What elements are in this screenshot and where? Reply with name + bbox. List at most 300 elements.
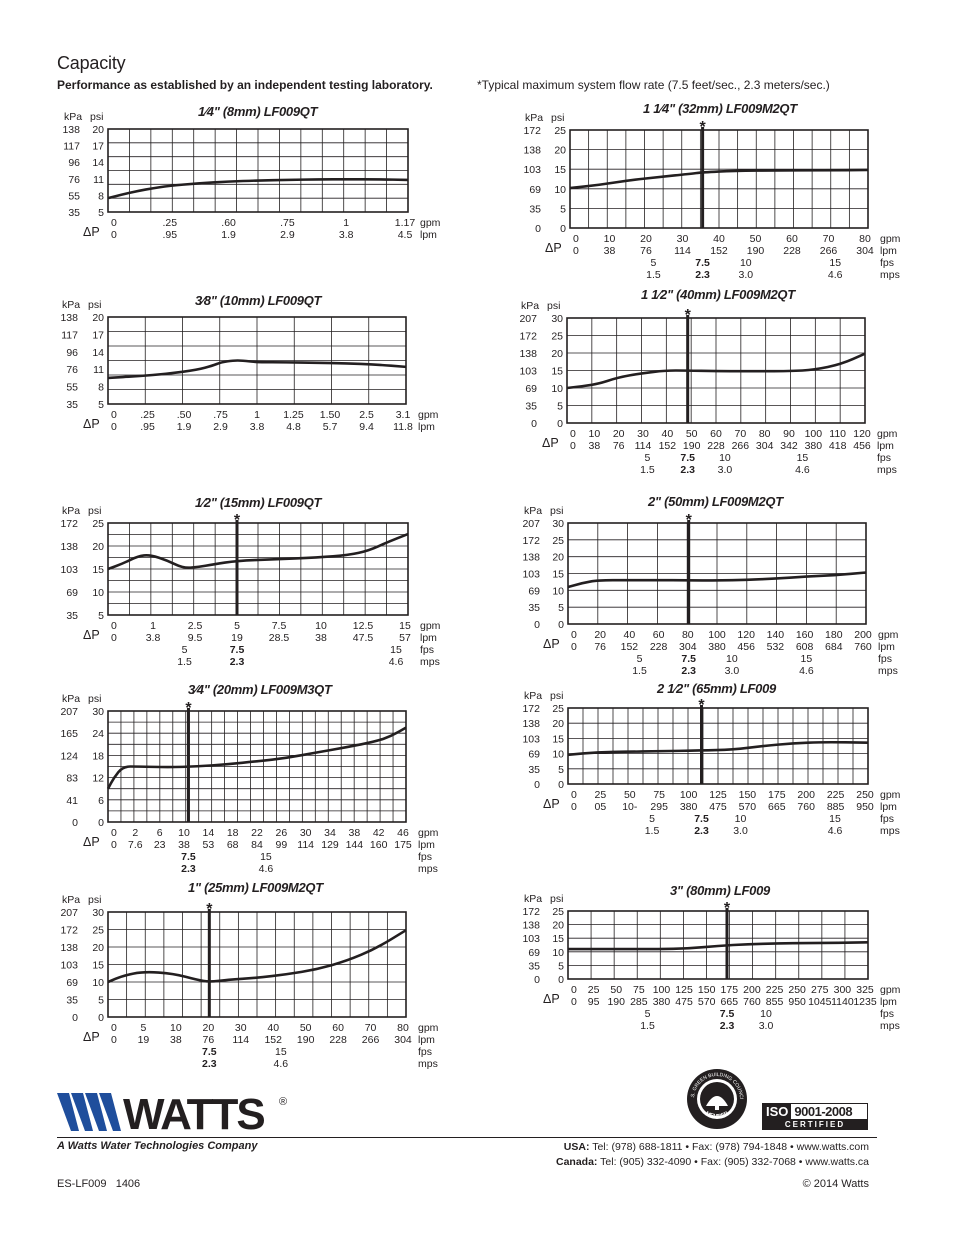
x-gpm-tick: 20 — [202, 1022, 215, 1034]
x-gpm-tick: 200 — [854, 629, 872, 641]
y-kpa-tick: 103 — [60, 959, 78, 972]
fps-tick: 5 — [650, 257, 657, 269]
y-psi-tick: 20 — [552, 718, 564, 731]
x-lpm-tick: 3.8 — [249, 421, 265, 433]
x-lpm-tick: 38 — [315, 632, 327, 644]
x-lpm-tick: 760 — [797, 801, 815, 813]
iso-number: 9001-2008 — [794, 1104, 853, 1119]
y-psi-tick: 25 — [552, 534, 564, 547]
x-gpm-tick: 1 — [150, 620, 156, 632]
x-gpm-tick: 5 — [234, 620, 240, 632]
x-lpm-tick: 4.5 — [397, 229, 413, 241]
y-psi-tick: 24 — [92, 728, 104, 741]
y-kpa-tick: 55 — [68, 190, 80, 203]
x-gpm-tick: 1.25 — [283, 409, 304, 421]
chart-svg-3 — [58, 689, 446, 892]
fps-tick: 15 — [800, 653, 813, 665]
x-lpm-tick: 76 — [612, 440, 625, 452]
x-gpm-tick: .50 — [176, 409, 192, 421]
x-lpm-tick: 570 — [738, 801, 757, 813]
mps-tick: 4.6 — [799, 665, 814, 677]
psi-unit-label: psi — [88, 894, 102, 906]
y-psi-tick: 10 — [552, 946, 564, 959]
y-psi-tick: 8 — [98, 190, 104, 203]
x-lpm-tick: 0 — [111, 421, 117, 433]
x-gpm-tick: 100 — [652, 984, 671, 996]
x-lpm-tick: 665 — [768, 801, 786, 813]
x-lpm-tick: 38 — [603, 245, 616, 257]
mps-tick: 3.0 — [758, 1020, 774, 1032]
fps-unit-label: fps — [880, 1008, 895, 1020]
y-kpa-tick: 69 — [528, 748, 540, 761]
max-flow-asterisk: * — [698, 697, 705, 714]
x-lpm-tick: 295 — [650, 801, 668, 813]
x-gpm-tick: 50 — [610, 984, 623, 996]
x-lpm-tick: 9.5 — [187, 632, 203, 644]
x-gpm-tick: 20 — [612, 428, 625, 440]
y-psi-tick: 20 — [551, 348, 563, 360]
x-gpm-tick: 38 — [348, 827, 361, 839]
y-psi-tick: 5 — [558, 960, 564, 973]
psi-unit-label: psi — [551, 112, 565, 124]
y-kpa-tick: 138 — [522, 718, 540, 731]
gpm-unit-label: gpm — [878, 629, 899, 641]
mps-tick: 4.6 — [273, 1058, 289, 1070]
y-psi-tick: 25 — [551, 330, 563, 343]
y-kpa-tick: 138 — [519, 348, 537, 360]
mps-unit-label: mps — [420, 656, 440, 668]
y-psi-tick: 5 — [98, 399, 104, 411]
x-lpm-tick: 152 — [264, 1034, 282, 1046]
x-lpm-tick: 76 — [594, 641, 607, 653]
x-lpm-tick: 475 — [675, 996, 693, 1008]
mps-tick: 3.0 — [724, 665, 740, 677]
x-gpm-tick: 1.50 — [319, 409, 341, 421]
y-kpa-tick: 35 — [525, 400, 537, 413]
x-gpm-tick: 20 — [594, 629, 607, 641]
x-lpm-tick: 99 — [275, 839, 288, 851]
mps-tick: 2.3 — [229, 656, 245, 668]
y-kpa-tick: 103 — [60, 564, 78, 576]
delta-p-label: ΔP — [545, 241, 562, 255]
x-gpm-tick: 46 — [397, 827, 409, 839]
x-gpm-tick: 150 — [697, 984, 716, 996]
chart-title-8: 2 1⁄2" (65mm) LF009 — [657, 681, 776, 696]
psi-unit-label: psi — [88, 299, 102, 311]
y-psi-tick: 20 — [92, 124, 104, 136]
x-lpm-tick: 190 — [746, 245, 765, 257]
x-gpm-tick: 175 — [768, 789, 786, 801]
x-gpm-tick: 60 — [786, 233, 798, 245]
y-kpa-tick: 207 — [60, 706, 78, 718]
fps-tick: 5 — [649, 813, 655, 825]
psi-unit-label: psi — [88, 693, 102, 705]
chart-title-9: 3" (80mm) LF009 — [670, 883, 770, 898]
kpa-unit-label: kPa — [64, 111, 83, 123]
x-lpm-tick: 0 — [571, 996, 577, 1008]
x-lpm-tick: 3.8 — [145, 632, 161, 644]
page-title: Capacity — [57, 53, 126, 73]
y-psi-tick: 14 — [92, 346, 104, 359]
watts-logo — [57, 1093, 289, 1135]
y-psi-tick: 0 — [558, 619, 564, 631]
y-kpa-tick: 103 — [519, 365, 537, 378]
mps-tick: 1.5 — [177, 656, 192, 668]
x-gpm-tick: 50 — [749, 233, 762, 245]
mps-tick: 2.3 — [694, 825, 709, 837]
y-kpa-tick: 96 — [66, 346, 78, 359]
fps-tick: 5 — [636, 653, 643, 665]
x-gpm-tick: 12.5 — [352, 620, 374, 632]
x-gpm-tick: 10 — [178, 827, 190, 839]
company-tagline: A Watts Water Technologies Company — [57, 1140, 258, 1152]
y-kpa-tick: 35 — [68, 207, 80, 219]
x-lpm-tick: 160 — [369, 839, 388, 851]
fps-tick: 10 — [734, 813, 747, 825]
x-gpm-tick: 7.5 — [271, 620, 287, 632]
x-lpm-tick: 608 — [795, 641, 814, 653]
gpm-unit-label: gpm — [420, 620, 441, 632]
x-lpm-tick: 760 — [743, 996, 761, 1008]
watts-wordmark: WATTS — [123, 1093, 264, 1135]
y-kpa-tick: 35 — [66, 399, 78, 411]
x-gpm-tick: 40 — [623, 629, 636, 641]
x-lpm-tick: 2.9 — [280, 229, 295, 241]
y-kpa-tick: 35 — [528, 602, 540, 615]
y-kpa-tick: 138 — [522, 919, 540, 932]
x-lpm-tick: 190 — [682, 440, 701, 452]
psi-unit-label: psi — [90, 111, 104, 123]
x-lpm-tick: 304 — [755, 440, 774, 452]
x-gpm-tick: 0 — [571, 629, 577, 641]
kpa-unit-label: kPa — [62, 693, 81, 705]
x-gpm-tick: 0 — [571, 789, 577, 801]
x-gpm-tick: 70 — [734, 428, 747, 440]
y-kpa-tick: 207 — [60, 907, 78, 919]
x-gpm-tick: 175 — [720, 984, 739, 996]
x-lpm-tick: .95 — [140, 421, 155, 433]
mps-tick: 1.5 — [646, 269, 661, 281]
x-gpm-tick: 60 — [332, 1022, 344, 1034]
y-psi-tick: 10 — [92, 977, 104, 989]
x-lpm-tick: 114 — [297, 839, 315, 851]
lpm-unit-label: lpm — [880, 801, 897, 813]
mps-unit-label: mps — [878, 665, 898, 677]
x-lpm-tick: 285 — [630, 996, 648, 1008]
canada-contact-text: Tel: (905) 332-4090 • Fax: (905) 332-7068 • www.watts.ca — [600, 1156, 869, 1168]
max-flow-asterisk: * — [684, 307, 691, 324]
x-gpm-tick: 60 — [652, 629, 665, 641]
x-gpm-tick: 30 — [234, 1022, 247, 1034]
x-gpm-tick: 180 — [825, 629, 843, 641]
kpa-unit-label: kPa — [62, 894, 81, 906]
max-flow-asterisk: * — [206, 901, 213, 918]
chart-title-2: 1⁄2" (15mm) LF009QT — [195, 495, 322, 510]
x-lpm-tick: 152 — [710, 245, 728, 257]
performance-note: Performance as established by an independent testing laboratory. — [57, 78, 433, 92]
x-lpm-tick: 152 — [620, 641, 639, 653]
x-lpm-tick: 114 — [232, 1034, 250, 1046]
y-kpa-tick: 0 — [531, 418, 537, 430]
kpa-unit-label: kPa — [521, 300, 540, 312]
x-lpm-tick: 228 — [707, 440, 725, 452]
lpm-unit-label: lpm — [418, 839, 435, 851]
gpm-unit-label: gpm — [880, 984, 901, 996]
y-psi-tick: 0 — [558, 974, 564, 986]
x-lpm-tick: 7.6 — [128, 839, 143, 851]
canada-label: Canada: — [556, 1156, 598, 1168]
x-lpm-tick: 4.8 — [286, 421, 301, 433]
fps-tick: 7.5 — [719, 1008, 735, 1020]
fps-unit-label: fps — [420, 644, 435, 656]
y-psi-tick: 25 — [92, 924, 104, 937]
y-kpa-tick: 165 — [60, 728, 78, 741]
x-gpm-tick: 6 — [156, 827, 163, 839]
gpm-unit-label: gpm — [880, 789, 901, 801]
delta-p-label: ΔP — [83, 835, 100, 849]
delta-p-label: ΔP — [83, 417, 100, 431]
y-psi-tick: 17 — [92, 329, 104, 342]
fps-tick: 15 — [390, 644, 402, 656]
x-gpm-tick: 25 — [594, 789, 607, 801]
y-kpa-tick: 172 — [522, 906, 540, 918]
y-kpa-tick: 172 — [522, 703, 540, 715]
y-kpa-tick: 207 — [522, 518, 540, 530]
fps-unit-label: fps — [878, 653, 893, 665]
fps-tick: 10 — [719, 452, 731, 464]
y-kpa-tick: 35 — [528, 763, 540, 776]
fps-tick: 10 — [760, 1008, 772, 1020]
delta-p-label: ΔP — [83, 628, 100, 642]
x-lpm-tick: 304 — [394, 1034, 412, 1046]
x-gpm-tick: 200 — [797, 789, 815, 801]
x-lpm-tick: 885 — [826, 801, 845, 813]
x-lpm-tick: 1045 — [808, 996, 832, 1008]
usgbc-member-text: MEMBER — [704, 1110, 730, 1120]
gpm-unit-label: gpm — [880, 233, 901, 245]
y-psi-tick: 25 — [92, 518, 104, 530]
y-psi-tick: 10 — [552, 748, 564, 761]
x-lpm-tick: 10- — [622, 801, 638, 813]
x-gpm-tick: 40 — [267, 1022, 280, 1034]
psi-unit-label: psi — [550, 690, 564, 702]
mps-tick: 1.5 — [640, 464, 655, 476]
y-kpa-tick: 0 — [72, 1012, 78, 1024]
x-gpm-tick: 34 — [324, 827, 336, 839]
mps-tick: 3.0 — [738, 269, 754, 281]
y-kpa-tick: 35 — [528, 960, 540, 973]
mps-tick: 2.3 — [202, 1058, 217, 1070]
mps-unit-label: mps — [877, 464, 897, 476]
y-kpa-tick: 76 — [66, 364, 78, 377]
y-kpa-tick: 138 — [60, 312, 78, 324]
mps-tick: 1.5 — [644, 825, 660, 837]
x-lpm-tick: 570 — [697, 996, 716, 1008]
x-gpm-tick: 70 — [822, 233, 835, 245]
y-kpa-tick: 35 — [66, 994, 78, 1007]
y-kpa-tick: 172 — [523, 125, 541, 137]
x-gpm-tick: 10 — [170, 1022, 182, 1034]
x-gpm-tick: 30 — [676, 233, 689, 245]
x-gpm-tick: 30 — [299, 827, 312, 839]
fps-tick: 5 — [644, 1008, 651, 1020]
mps-tick: 3.0 — [733, 825, 748, 837]
mps-tick: 4.6 — [388, 656, 404, 668]
psi-unit-label: psi — [550, 893, 564, 905]
iso-certified: CERTIFIED — [762, 1120, 868, 1130]
y-psi-tick: 18 — [92, 750, 104, 763]
y-kpa-tick: 83 — [66, 772, 78, 785]
x-lpm-tick: 38 — [170, 1034, 182, 1046]
psi-unit-label: psi — [88, 505, 102, 517]
y-kpa-tick: 76 — [68, 173, 80, 186]
y-psi-tick: 25 — [552, 906, 564, 918]
y-psi-tick: 30 — [92, 706, 104, 718]
y-psi-tick: 12 — [92, 772, 104, 785]
x-gpm-tick: 150 — [738, 789, 757, 801]
y-kpa-tick: 103 — [523, 164, 541, 177]
gpm-unit-label: gpm — [418, 827, 439, 839]
x-lpm-tick: 95 — [587, 996, 600, 1008]
x-lpm-tick: 380 — [708, 641, 726, 653]
y-psi-tick: 6 — [98, 794, 104, 807]
x-lpm-tick: 190 — [296, 1034, 315, 1046]
x-lpm-tick: 1.9 — [176, 421, 192, 433]
x-gpm-tick: 325 — [856, 984, 874, 996]
mps-tick: 2.3 — [681, 665, 696, 677]
x-gpm-tick: 0 — [111, 409, 117, 421]
x-gpm-tick: 0 — [111, 620, 117, 632]
x-lpm-tick: 0 — [570, 440, 576, 452]
y-kpa-tick: 69 — [66, 977, 78, 989]
y-psi-tick: 15 — [552, 733, 564, 746]
x-lpm-tick: 0 — [573, 245, 579, 257]
x-gpm-tick: 120 — [853, 428, 871, 440]
x-lpm-tick: 266 — [361, 1034, 380, 1046]
x-lpm-tick: 456 — [853, 440, 871, 452]
y-kpa-tick: 0 — [534, 974, 540, 986]
x-gpm-tick: 80 — [397, 1022, 409, 1034]
x-gpm-tick: 100 — [708, 629, 726, 641]
chart-title-4: 1" (25mm) LF009M2QT — [188, 880, 323, 895]
x-lpm-tick: 57 — [399, 632, 411, 644]
y-psi-tick: 11 — [93, 364, 104, 377]
x-gpm-tick: 0 — [111, 827, 117, 839]
lpm-unit-label: lpm — [420, 632, 437, 644]
lpm-unit-label: lpm — [877, 440, 894, 452]
y-kpa-tick: 138 — [60, 541, 78, 553]
x-lpm-tick: 23 — [153, 839, 166, 851]
mps-tick: 4.6 — [827, 269, 843, 281]
x-gpm-tick: 10 — [315, 620, 327, 632]
y-psi-tick: 11 — [93, 173, 104, 186]
x-gpm-tick: 15 — [399, 620, 411, 632]
y-kpa-tick: 55 — [66, 381, 78, 394]
fps-unit-label: fps — [418, 851, 433, 863]
chart-svg-7 — [520, 501, 906, 694]
x-gpm-tick: 1.17 — [394, 217, 416, 229]
y-psi-tick: 5 — [557, 400, 563, 413]
y-psi-tick: 17 — [92, 140, 104, 153]
y-psi-tick: 20 — [552, 551, 564, 564]
document-id: ES-LF009 1406 — [57, 1178, 141, 1190]
x-gpm-tick: 0 — [570, 428, 576, 440]
x-lpm-tick: 228 — [329, 1034, 347, 1046]
usa-contact-text: Tel: (978) 688-1811 • Fax: (978) 794-1848 • www.watts.com — [592, 1141, 869, 1153]
x-lpm-tick: 266 — [819, 245, 838, 257]
x-lpm-tick: 228 — [649, 641, 668, 653]
lpm-unit-label: lpm — [880, 245, 897, 257]
x-gpm-tick: 42 — [372, 827, 385, 839]
x-gpm-tick: 50 — [685, 428, 698, 440]
x-lpm-tick: 2.9 — [213, 421, 228, 433]
x-lpm-tick: 342 — [780, 440, 798, 452]
x-gpm-tick: 40 — [713, 233, 725, 245]
delta-p-label: ΔP — [543, 992, 560, 1006]
y-kpa-tick: 138 — [60, 942, 78, 954]
x-gpm-tick: 250 — [788, 984, 806, 996]
y-psi-tick: 5 — [558, 602, 564, 615]
y-psi-tick: 10 — [554, 183, 566, 196]
y-psi-tick: 5 — [560, 203, 566, 216]
x-gpm-tick: 225 — [765, 984, 784, 996]
x-gpm-tick: 2.5 — [187, 620, 203, 632]
fps-tick: 15 — [260, 851, 272, 863]
x-gpm-tick: .75 — [213, 409, 228, 421]
y-kpa-tick: 207 — [519, 313, 537, 325]
y-psi-tick: 25 — [552, 703, 564, 715]
y-kpa-tick: 103 — [522, 568, 540, 581]
x-gpm-tick: 140 — [766, 629, 785, 641]
lpm-unit-label: lpm — [878, 641, 895, 653]
x-lpm-tick: 9.4 — [359, 421, 374, 433]
x-lpm-tick: 05 — [594, 801, 607, 813]
fps-tick: 15 — [274, 1046, 287, 1058]
pressure-drop-curve — [568, 942, 868, 949]
x-gpm-tick: 3.1 — [395, 409, 411, 421]
lpm-unit-label: lpm — [418, 421, 435, 433]
x-lpm-tick: 129 — [321, 839, 339, 851]
x-lpm-tick: 11.8 — [393, 421, 413, 433]
x-gpm-tick: 0 — [111, 217, 117, 229]
x-lpm-tick: 114 — [634, 440, 652, 452]
y-psi-tick: 0 — [98, 817, 104, 829]
x-lpm-tick: 855 — [765, 996, 784, 1008]
x-lpm-tick: 152 — [658, 440, 677, 452]
x-lpm-tick: 684 — [825, 641, 843, 653]
chart-title-1: 3⁄8" (10mm) LF009QT — [195, 293, 322, 308]
y-kpa-tick: 117 — [61, 329, 78, 342]
x-gpm-tick: 160 — [795, 629, 814, 641]
max-flow-asterisk: * — [685, 512, 692, 529]
usa-contact — [564, 1141, 869, 1153]
x-gpm-tick: 0 — [571, 984, 577, 996]
chart-svg-5 — [521, 108, 908, 298]
fps-tick: 10 — [739, 257, 752, 269]
chart-title-6: 1 1⁄2" (40mm) LF009M2QT — [641, 287, 795, 302]
mps-tick: 2.3 — [680, 464, 695, 476]
y-kpa-tick: 103 — [522, 933, 540, 946]
x-lpm-tick: 418 — [828, 440, 847, 452]
y-psi-tick: 15 — [92, 564, 104, 576]
y-psi-tick: 5 — [98, 207, 104, 219]
x-gpm-tick: 10 — [603, 233, 616, 245]
x-lpm-tick: 0 — [571, 801, 577, 813]
y-psi-tick: 0 — [557, 418, 563, 430]
x-lpm-tick: 84 — [251, 839, 263, 851]
fps-tick: 7.5 — [229, 644, 245, 656]
x-gpm-tick: 0 — [573, 233, 579, 245]
